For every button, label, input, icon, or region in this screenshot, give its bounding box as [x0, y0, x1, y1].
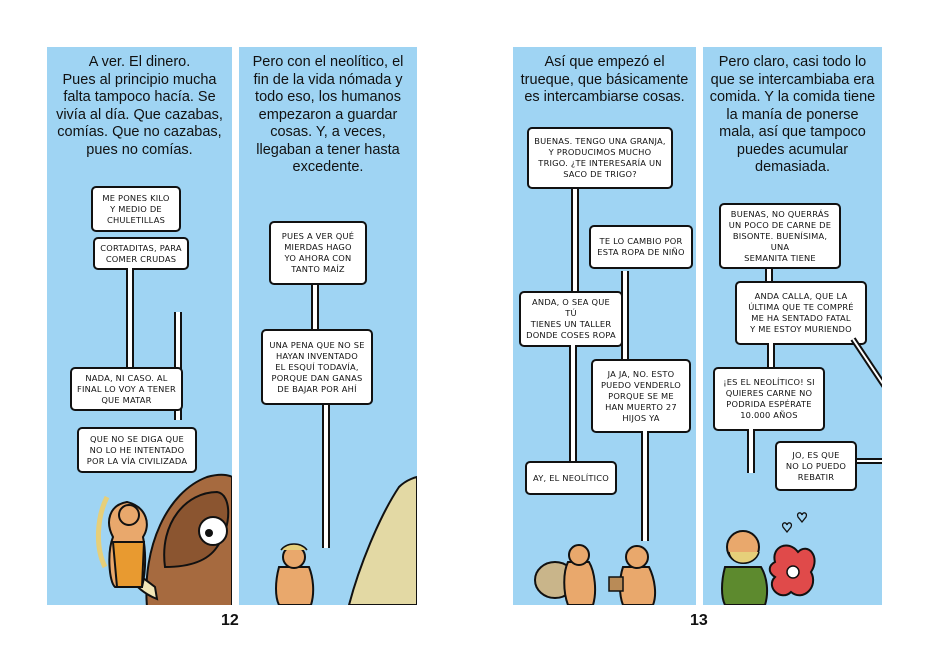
- speech-bubble: BUENAS, NO QUERRÁS UN POCO DE CARNE DE BISONTE. BUENÍSIMA, UNA SEMANITA TIENE: [719, 203, 841, 269]
- caveman-with-meat-illustration: [703, 47, 882, 605]
- speech-bubble: UNA PENA QUE NO SE HAYAN INVENTADO EL ESQUÍ TODAVÍA, PORQUE DAN GANAS DE BAJAR POR AHÍ: [261, 329, 373, 405]
- narration-box: Pero claro, casi todo lo que se intercambiaba era comida. Y la comida tiene la manía de ponerse mala, así que tampoco puedes acumular demasiada.: [709, 54, 876, 175]
- speech-bubble: BUENAS. TENGO UNA GRANJA, Y PRODUCIMOS MUCHO TRIGO. ¿TE INTERESARÍA UN SACO DE TRIGO?: [527, 127, 673, 189]
- narration-box: A ver. El dinero. Pues al principio mucha falta tampoco hacía. Se vivía al día. Que cazabas, comías. Que no cazabas, pues no comías.: [56, 54, 223, 158]
- speech-bubble: QUE NO SE DIGA QUE NO LO HE INTENTADO POR LA VÍA CIVILIZADA: [77, 427, 197, 473]
- speech-bubble: JA JA, NO. ESTO PUEDO VENDERLO PORQUE SE ME HAN MUERTO 27 HIJOS YA: [591, 359, 691, 433]
- speech-bubble: JO, ES QUE NO LO PUEDO REBATIR: [775, 441, 857, 491]
- speech-bubble: ME PONES KILO Y MEDIO DE CHULETILLAS: [91, 186, 181, 232]
- speech-bubble: ANDA, O SEA QUE TÚ TIENES UN TALLER DONDE COSES ROPA: [519, 291, 623, 347]
- speech-bubble: PUES A VER QUÉ MIERDAS HAGO YO AHORA CON TANTO MAÍZ: [269, 221, 367, 285]
- speech-bubble: AY, EL NEOLÍTICO: [525, 461, 617, 495]
- panel-1: [47, 47, 232, 605]
- cavemen-trading-illustration: [513, 47, 696, 605]
- caveman-and-mountain-illustration: [239, 47, 417, 605]
- page-number: 12: [221, 612, 239, 629]
- speech-bubble: NADA, NI CASO. AL FINAL LO VOY A TENER QUE MATAR: [70, 367, 183, 411]
- speech-bubble: TE LO CAMBIO POR ESTA ROPA DE NIÑO: [589, 225, 693, 269]
- page-number: 13: [690, 612, 708, 629]
- panel-4: [703, 47, 882, 605]
- speech-bubble: CORTADITAS, PARA COMER CRUDAS: [93, 237, 189, 270]
- panel-2: [239, 47, 417, 605]
- caveman-and-mammoth-illustration: [47, 47, 232, 605]
- narration-box: Así que empezó el trueque, que básicamente es intercambiarse cosas.: [520, 54, 689, 105]
- narration-box: Pero con el neolítico, el fin de la vida nómada y todo eso, los humanos empezaron a guardar cosas. Y, a veces, llegaban a tener hasta excedente.: [252, 54, 404, 175]
- speech-bubble: ANDA CALLA, QUE LA ÚLTIMA QUE TE COMPRÉ ME HA SENTADO FATAL Y ME ESTOY MURIENDO: [735, 281, 867, 345]
- panel-3: [513, 47, 696, 605]
- speech-bubble: ¡ES EL NEOLÍTICO! SI QUIERES CARNE NO PODRIDA ESPÉRATE 10.000 AÑOS: [713, 367, 825, 431]
